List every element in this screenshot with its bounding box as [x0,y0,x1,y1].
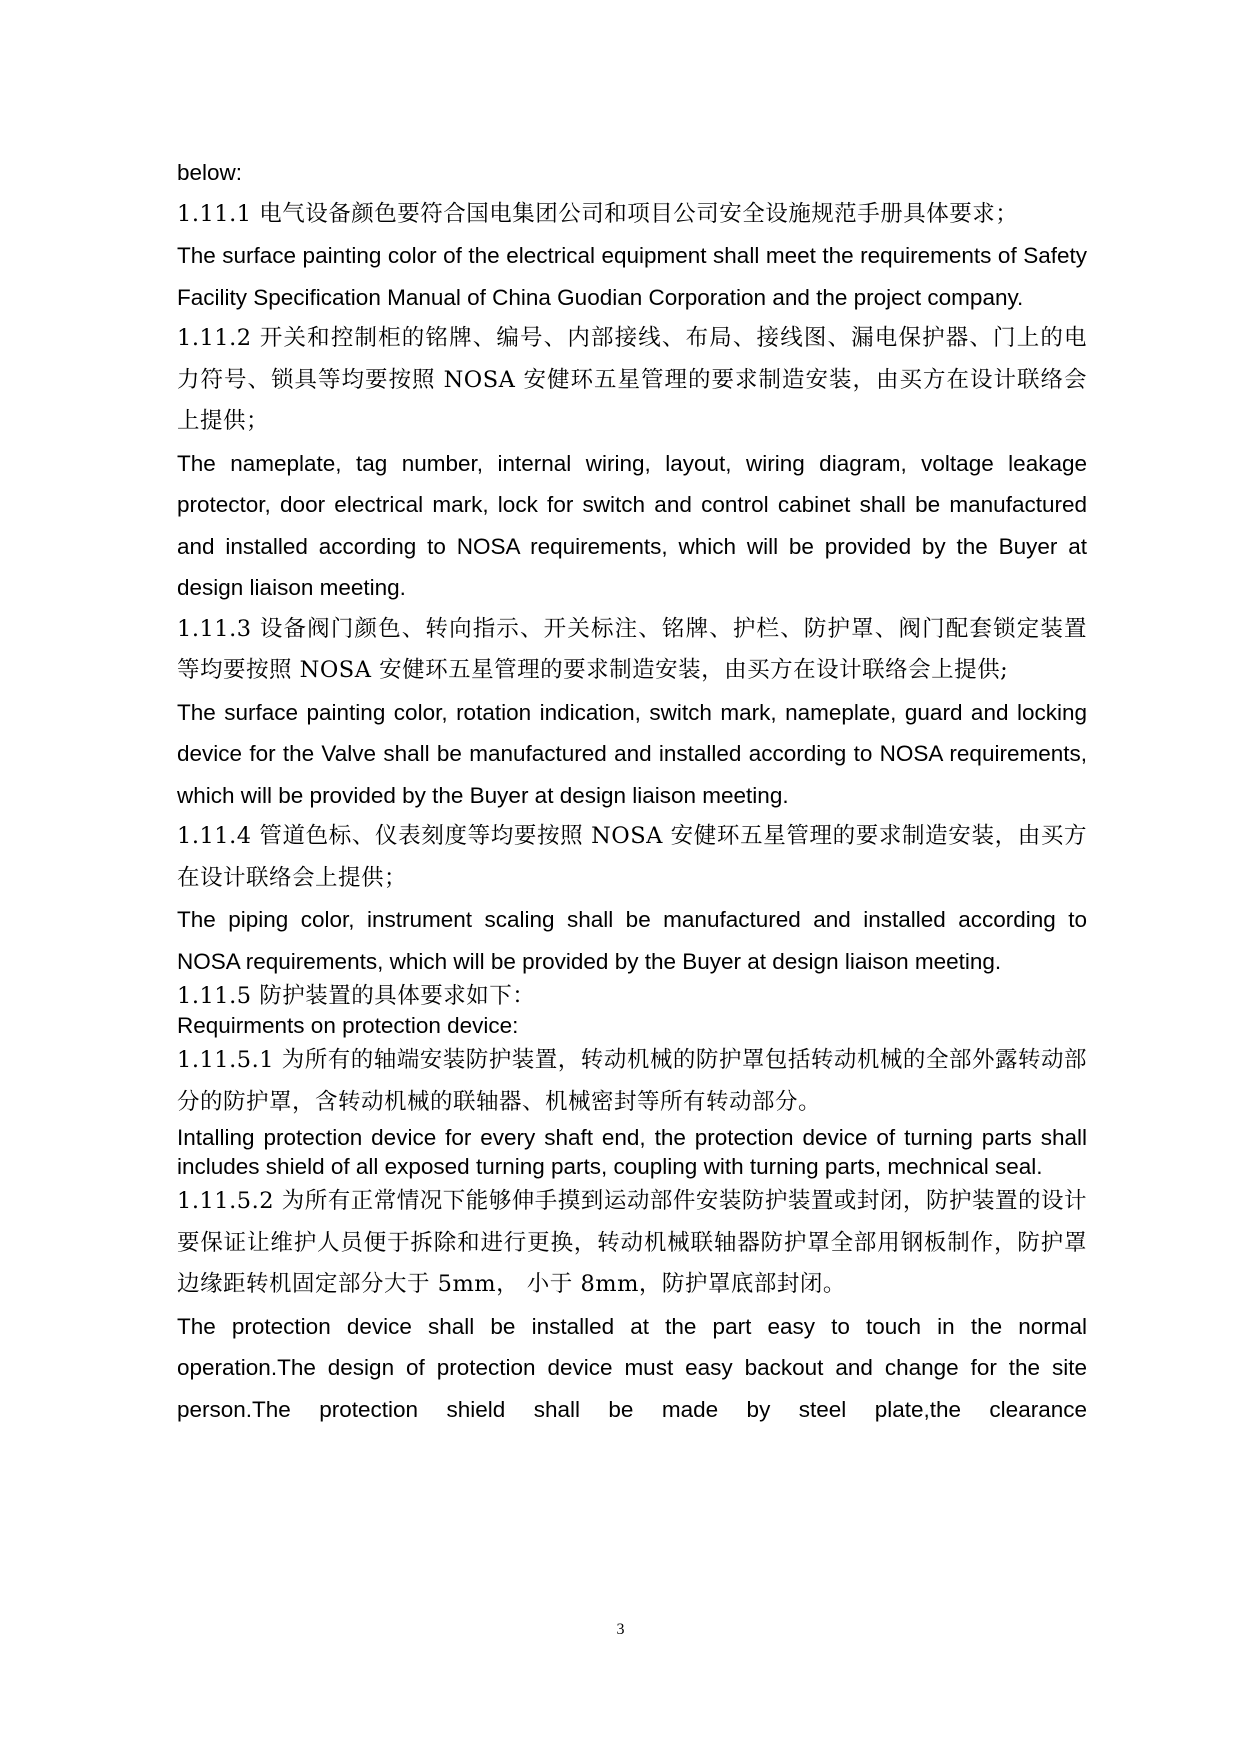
clause-1-11-2-en: The nameplate, tag number, internal wiring, layout, wiring diagram, voltage leakage protector, door electrical mark, lock for switch and control cabinet shall be manufactured and installed according to NOSA requirements, which will be provided by the Buyer at design liaison meeting. [177,450,1087,600]
clause-1-11-5-1-cn: 1.11.5.1 为所有的轴端安装防护装置，转动机械的防护罩包括转动机械的全部外露转动部分的防护罩，含转动机械的联轴器、机械密封等所有转动部分。 [177,1047,1087,1115]
clause-1-11-5-cn: 1.11.5 防护装置的具体要求如下： [177,983,536,1009]
clause-1-11-3-en: The surface painting color, rotation indication, switch mark, nameplate, guard and locking device for the Valve shall be manufactured and installed according to NOSA requirements, which will be provided by the Buyer at design liaison meeting. [177,699,1087,808]
clause-1-11-1-cn: 1.11.1 电气设备颜色要符合国电集团公司和项目公司安全设施规范手册具体要求； [177,200,1019,227]
document-body [177,152,1087,1430]
page-number: 3 [616,1621,625,1638]
clause-1-11-4-cn: 1.11.4 管道色标、仪表刻度等均要按照 NOSA 安健环五星管理的要求制造安装，由买方在设计联络会上提供； [177,823,1087,891]
clause-1-11-4-en: The piping color, instrument scaling shall be manufactured and installed according to NOSA requirements, which will be provided by the Buyer at design liaison meeting. [177,907,1087,974]
clause-1-11-5-2-en: The protection device shall be installed at the part easy to touch in the normal operation.The design of protection device must easy backout and change for the site person.The protection shield shall be made by steel plate,the clearance [177,1313,1087,1422]
clause-1-11-2-cn: 1.11.2 开关和控制柜的铭牌、编号、内部接线、布局、接线图、漏电保护器、门上的电力符号、锁具等均要按照 NOSA 安健环五星管理的要求制造安装，由买方在设计联络会上提供； [177,325,1087,434]
clause-1-11-1-en: The surface painting color of the electrical equipment shall meet the requirements of Safety Facility Specification Manual of China Guodian Corporation and the project company. [177,243,1087,310]
paragraph-continuation: below: [177,160,243,185]
clause-1-11-5-2-cn: 1.11.5.2 为所有正常情况下能够伸手摸到运动部件安装防护装置或封闭，防护装置的设计要保证让维护人员便于拆除和进行更换，转动机械联轴器防护罩全部用钢板制作，防护罩边缘距转机固定部分大于 5mm， 小于 8mm，防护罩底部封闭。 [177,1188,1087,1297]
clause-1-11-5-en: Requirments on protection device: [177,1013,519,1038]
clause-1-11-5-1-en: Intalling protection device for every shaft end, the protection device of turning parts shall includes shield of all exposed turning parts, coupling with turning parts, mechnical seal. [177,1125,1087,1179]
clause-1-11-3-cn: 1.11.3 设备阀门颜色、转向指示、开关标注、铭牌、护栏、防护罩、阀门配套锁定装置等均要按照 NOSA 安健环五星管理的要求制造安装，由买方在设计联络会上提供; [177,615,1087,683]
